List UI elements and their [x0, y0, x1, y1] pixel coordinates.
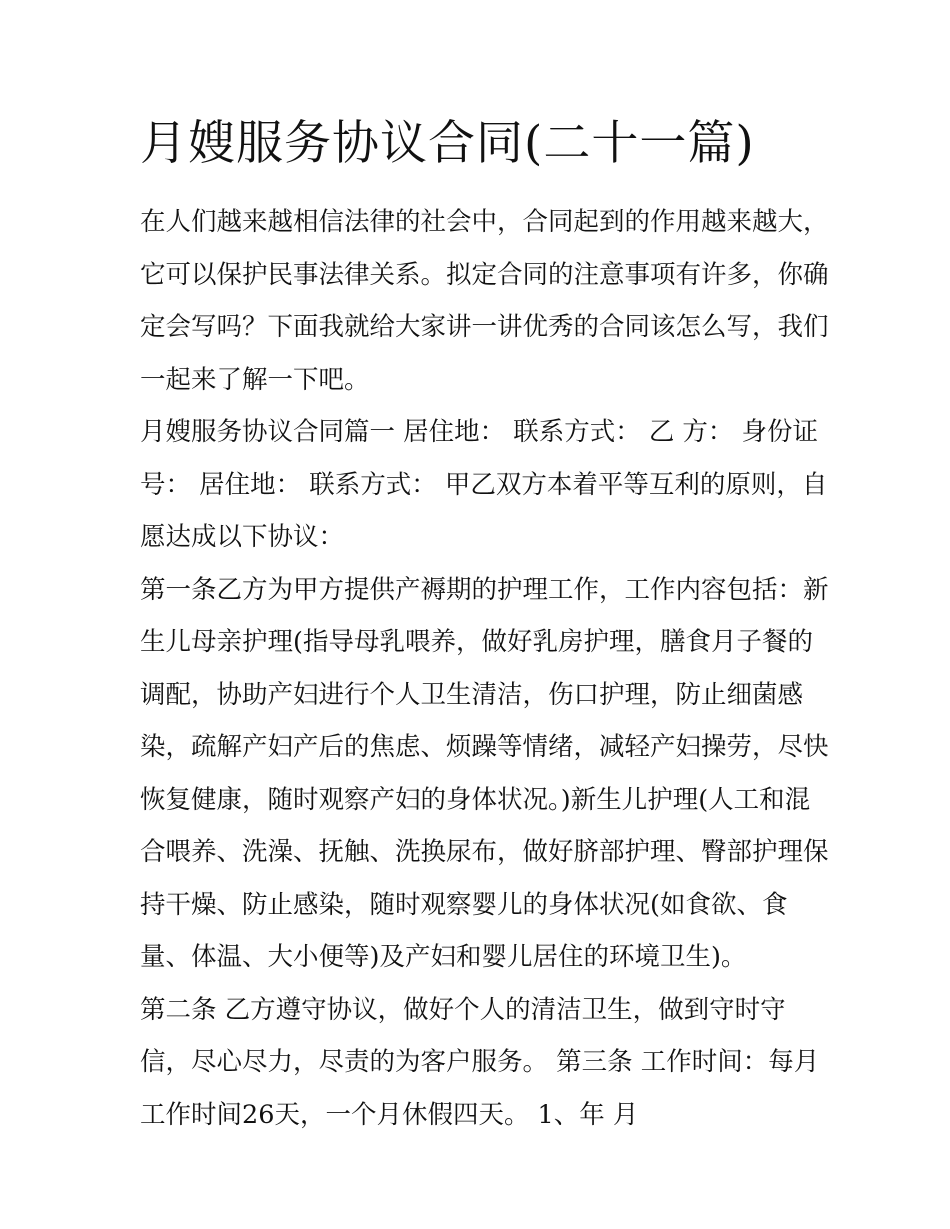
paragraph-parties — [140, 406, 828, 564]
text-line: 信，尽心尽力，尽责的为客户服务。 第三条 工作时间：每月 — [140, 1047, 820, 1077]
text-line: 号： 居住地： 联系方式： 甲乙双方本着平等互利的原则，自 — [140, 469, 828, 500]
paragraph-article-2-3 — [140, 984, 820, 1142]
document-body — [140, 196, 829, 1141]
text-line: 定会写吗？下面我就给大家讲一讲优秀的合同该怎么写，我们 — [140, 312, 829, 342]
text-line: 愿达成以下协议： — [140, 522, 345, 552]
paragraph-intro — [140, 196, 829, 406]
text-line: 量、体温、大小便等)及产妇和婴儿居住的环境卫生)。 — [140, 942, 747, 972]
text-line: 一起来了解一下吧。 — [140, 364, 370, 395]
text-line: 月嫂服务协议合同篇一 居住地： 联系方式： 乙 方： 身份证 — [140, 417, 819, 447]
text-line: 它可以保护民事法律关系。拟定合同的注意事项有许多，你确 — [140, 259, 829, 290]
paragraph-article-1 — [140, 564, 829, 984]
document-title: 月嫂服务协议合同(二十一篇) — [140, 116, 755, 171]
text-line: 合喂养、洗澡、抚触、洗换尿布，做好脐部护理、臀部护理保 — [140, 837, 829, 867]
text-line: 第一条乙方为甲方提供产褥期的护理工作，工作内容包括：新 — [140, 574, 829, 605]
text-line: 生儿母亲护理(指导母乳喂养，做好乳房护理，膳食月子餐的 — [140, 627, 813, 657]
text-line: 染，疏解产妇产后的焦虑、烦躁等情绪，减轻产妇操劳，尽快 — [140, 732, 829, 762]
text-line: 恢复健康，随时观察产妇的身体状况。)新生儿护理(人工和混 — [140, 784, 811, 815]
text-line: 持干燥、防止感染，随时观察婴儿的身体状况(如食欲、食 — [140, 889, 788, 920]
text-line: 在人们越来越相信法律的社会中，合同起到的作用越来越大， — [140, 207, 829, 237]
text-line: 第二条 乙方遵守协议，做好个人的清洁卫生，做到守时守 — [140, 994, 786, 1025]
text-line: 调配，协助产妇进行个人卫生清洁，伤口护理，防止细菌感 — [140, 679, 804, 710]
text-line: 工作时间26天，一个月休假四天。 1、年 月 — [140, 1099, 639, 1130]
